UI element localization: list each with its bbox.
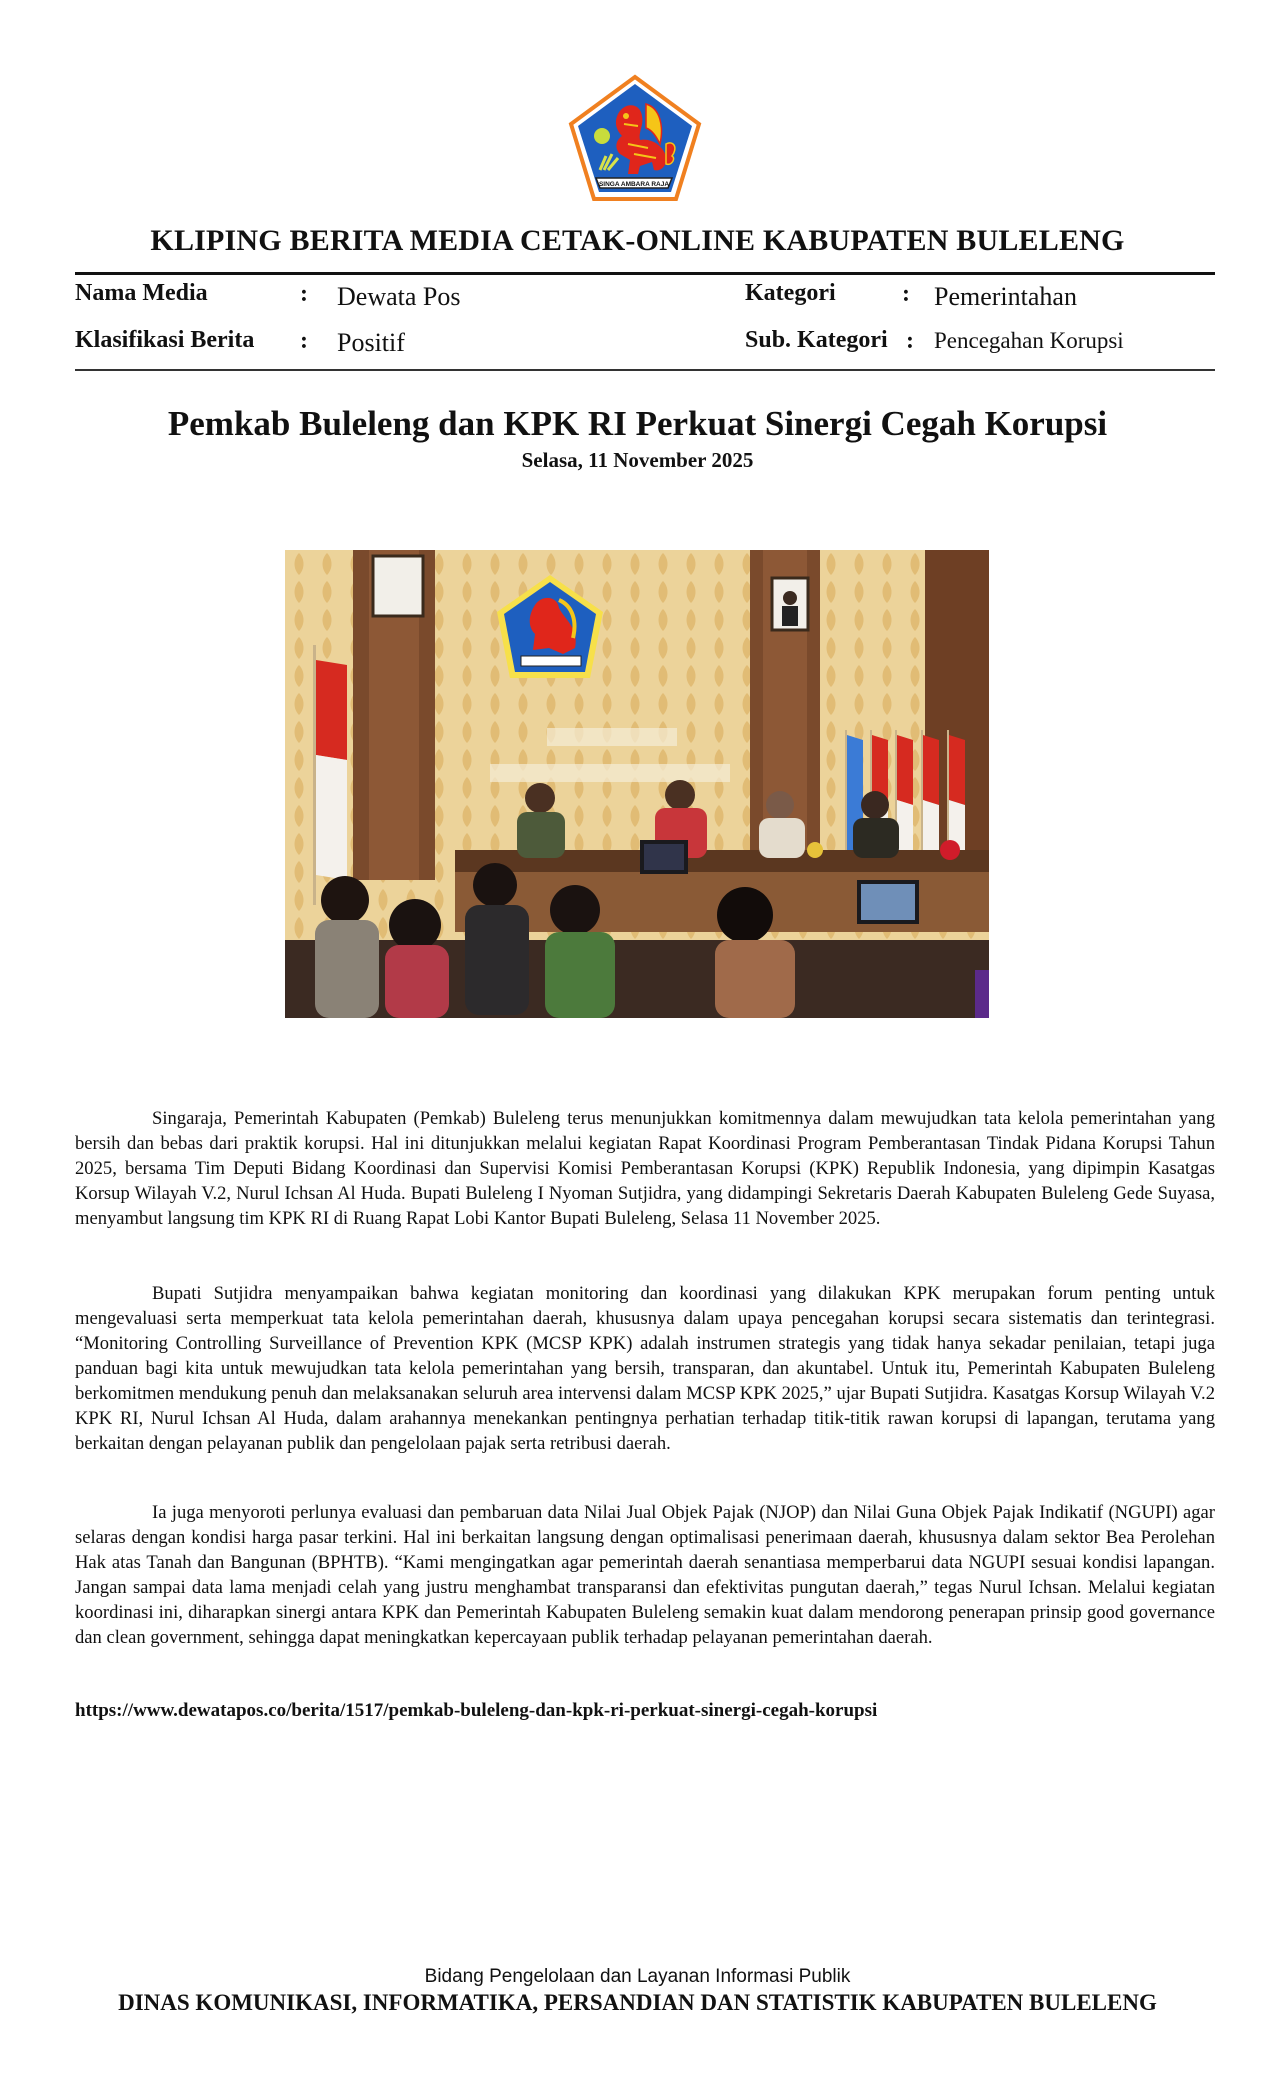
kategori-label: Kategori: [745, 280, 836, 306]
klasifikasi-value: Positif: [337, 328, 405, 357]
article-headline: Pemkab Buleleng dan KPK RI Perkuat Sinergi Cegah Korupsi: [167, 404, 1108, 443]
bottom-divider: [75, 369, 1215, 371]
article-paragraph: Singaraja, Pemerintah Kabupaten (Pemkab) Buleleng terus menunjukkan komitmennya dalam mewujudkan tata kelola pemerintahan yang bersih dan bebas dari praktik korupsi. Hal ini ditunjukkan melalui kegiatan Rapat Koordinasi Program Pemberantasan Tindak Pidana Korupsi Tahun 2025, bersama Tim Deputi Bidang Koordinasi dan Supervisi Komisi Pemberantasan Korupsi (KPK) Republik Indonesia, yang dipimpin Kasatgas Korsup Wilayah V.2, Nurul Ichsan Al Huda. Bupati Buleleng I Nyoman Sutjidra, yang didampingi Sekretaris Daerah Kabupaten Buleleng Gede Suyasa, menyambut langsung tim KPK RI di Ruang Rapat Lobi Kantor Bupati Buleleng, Selasa 11 November 2025.: [75, 1108, 1215, 1229]
article-photo: [285, 550, 989, 1018]
kategori-value: Pemerintahan: [934, 282, 1077, 311]
kategori-colon: :: [902, 281, 910, 307]
logo-motto: SINGA AMBARA RAJA: [598, 181, 670, 188]
source-url-link[interactable]: https://www.dewatapos.co/berita/1517/pemkab-buleleng-dan-kpk-ri-perkuat-sinergi-cegah-korupsi: [75, 1700, 878, 1721]
klasifikasi-label: Klasifikasi Berita: [75, 327, 255, 353]
sub-kategori-label: Sub. Kategori: [745, 327, 888, 353]
document-title: KLIPING BERITA MEDIA CETAK-ONLINE KABUPATEN BULELENG: [150, 224, 1125, 257]
article-paragraph: Bupati Sutjidra menyampaikan bahwa kegiatan monitoring dan koordinasi yang dilakukan KPK merupakan forum penting untuk mengevaluasi serta memperkuat tata kelola pemerintahan daerah, khususnya dalam upaya pencegahan korupsi secara sistematis dan terintegrasi. “Monitoring Controlling Surveillance of Prevention KPK (MCSP KPK) adalah instrumen strategis yang tidak hanya sekadar penilaian, tetapi juga panduan bagi kita untuk mewujudkan tata kelola pemerintahan yang bersih, transparan, dan akuntabel. Untuk itu, Pemerintah Kabupaten Buleleng berkomitmen mendukung penuh dan melaksanakan seluruh area intervensi dalam MCSP KPK 2025,” ujar Bupati Sutjidra. Kasatgas Korsup Wilayah V.2 KPK RI, Nurul Ichsan Al Huda, dalam arahannya menekankan pentingnya perhatian terhadap titik-titik rawan korupsi di lapangan, terutama yang berkaitan dengan pelayanan publik dan pengelolaan pajak serta retribusi daerah.: [75, 1283, 1215, 1454]
sub-kategori-colon: :: [906, 328, 914, 354]
nama-media-value: Dewata Pos: [337, 282, 461, 311]
article-date: Selasa, 11 November 2025: [521, 448, 754, 472]
top-divider: [75, 272, 1215, 275]
klasifikasi-colon: :: [300, 328, 308, 354]
nama-media-label: Nama Media: [75, 280, 208, 306]
footer-unit-name: Bidang Pengelolaan dan Layanan Informasi Publik: [424, 1966, 851, 1987]
nama-media-colon: :: [300, 281, 308, 307]
footer-department-name: DINAS KOMUNIKASI, INFORMATIKA, PERSANDIAN DAN STATISTIK KABUPATEN BULELENG: [118, 1990, 1157, 2015]
sub-kategori-value: Pencegahan Korupsi: [934, 328, 1124, 353]
article-paragraph: Ia juga menyoroti perlunya evaluasi dan pembaruan data Nilai Jual Objek Pajak (NJOP) dan Nilai Guna Objek Pajak Indikatif (NGUPI) agar selaras dengan kondisi harga pasar terkini. Hal ini berkaitan langsung dengan optimalisasi penerimaan daerah, khususnya dalam sektor Bea Perolehan Hak atas Tanah dan Bangunan (BPHTB). “Kami mengingatkan agar pemerintah daerah senantiasa memperbarui data NGUPI sesuai kondisi lapangan. Jangan sampai data lama menjadi celah yang justru menghambat transparansi dan efektivitas pungutan daerah,” tegas Nurul Ichsan. Melalui kegiatan koordinasi ini, diharapkan sinergi antara KPK dan Pemerintah Kabupaten Buleleng semakin kuat dalam mendorong penerapan prinsip good governance dan clean government, sehingga dapat meningkatkan kepercayaan publik terhadap pelayanan pemerintahan daerah.: [75, 1502, 1215, 1648]
buleleng-regency-emblem: [568, 74, 702, 202]
